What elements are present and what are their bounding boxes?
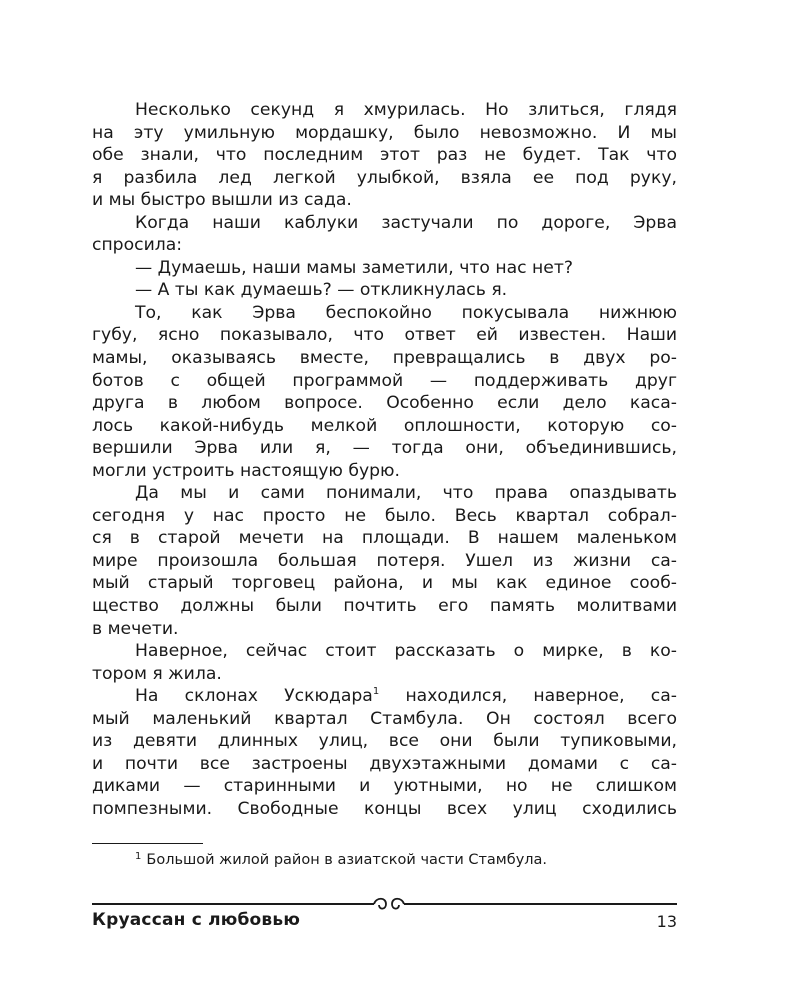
text-line: и мы быстро вышли из сада. xyxy=(92,190,352,211)
text-line: из девяти длинных улиц, все они были тупиковыми, xyxy=(92,731,677,752)
text-line: Наверное, сейчас стоит рассказать о мирке, в ко- xyxy=(135,641,677,662)
text-line: губу, ясно показывало, что ответ ей известен. Наши xyxy=(92,325,677,346)
text-line: и почти все застроены двухэтажными домами с са- xyxy=(92,753,677,774)
footnote-reference: 1 xyxy=(372,686,380,698)
text-line: на эту умильную мордашку, было невозможно. И мы xyxy=(92,122,677,143)
text-line-with-footnote xyxy=(92,685,677,708)
footer-rule-right xyxy=(410,903,677,905)
text-line: сегодня у нас просто не было. Весь квартал собрал- xyxy=(92,505,677,526)
text-line: в мечети. xyxy=(92,618,179,639)
text-line: лось какой-нибудь мелкой оплошности, которую со- xyxy=(92,415,677,436)
body-text xyxy=(92,99,677,821)
dialogue-line: — А ты как думаешь? — откликнулась я. xyxy=(135,280,508,301)
dialogue-line: — Думаешь, наши мамы заметили, что нас нет? xyxy=(135,257,573,278)
text-line: Когда наши каблуки застучали по дороге, Эрва xyxy=(135,212,677,233)
text-line: Да мы и сами понимали, что права опаздывать xyxy=(135,483,677,504)
text-line: тором я жила. xyxy=(92,663,222,684)
text-line: ботов с общей программой — поддерживать друг xyxy=(92,370,677,391)
text-line: мый маленький квартал Стамбула. Он состоял всего xyxy=(92,708,677,729)
text-line: То, как Эрва беспокойно покусывала нижнюю xyxy=(135,302,677,323)
footnote xyxy=(92,848,677,869)
text-line: могли устроить настоящую бурю. xyxy=(92,460,400,481)
text-line: друга в любом вопросе. Особенно если дело каса- xyxy=(92,393,677,414)
text-line: мый старый торговец района, и мы как единое сооб- xyxy=(92,573,677,594)
running-title: Круассан с любовью xyxy=(92,910,301,930)
text-line: я разбила лед легкой улыбкой, взяла ее под руку, xyxy=(92,167,677,188)
footnote-text: Большой жилой район в азиатской части Стамбула. xyxy=(146,852,548,868)
footnote-divider xyxy=(92,843,203,844)
text-line: щество должны были почтить его память молитвами xyxy=(92,596,677,617)
page-number: 13 xyxy=(656,912,677,931)
text-line: Несколько секунд я хмурилась. Но злиться, глядя xyxy=(135,100,677,120)
text-line: обе знали, что последним этот раз не будет. Так что xyxy=(92,145,677,166)
text-line: ся в старой мечети на площади. В нашем маленьком xyxy=(92,528,677,549)
footnote-mark: 1 xyxy=(135,851,142,862)
text-fragment: находился, наверное, са- xyxy=(405,686,677,707)
footer-rule-left xyxy=(92,903,367,905)
text-line: мире произошла большая потеря. Ушел из жизни са- xyxy=(92,550,677,571)
text-line: спросила: xyxy=(92,235,183,256)
text-line: помпезными. Свободные концы всех улиц сходились xyxy=(92,798,677,819)
text-line: мамы, оказываясь вместе, превращались в двух ро- xyxy=(92,348,677,369)
text-line: вершили Эрва или я, — тогда они, объединившись, xyxy=(92,438,677,459)
text-line: диками — старинными и уютными, но не слишком xyxy=(92,776,677,797)
text-fragment: На склонах Ускюдара xyxy=(135,686,373,707)
ornament-icon xyxy=(366,894,412,914)
